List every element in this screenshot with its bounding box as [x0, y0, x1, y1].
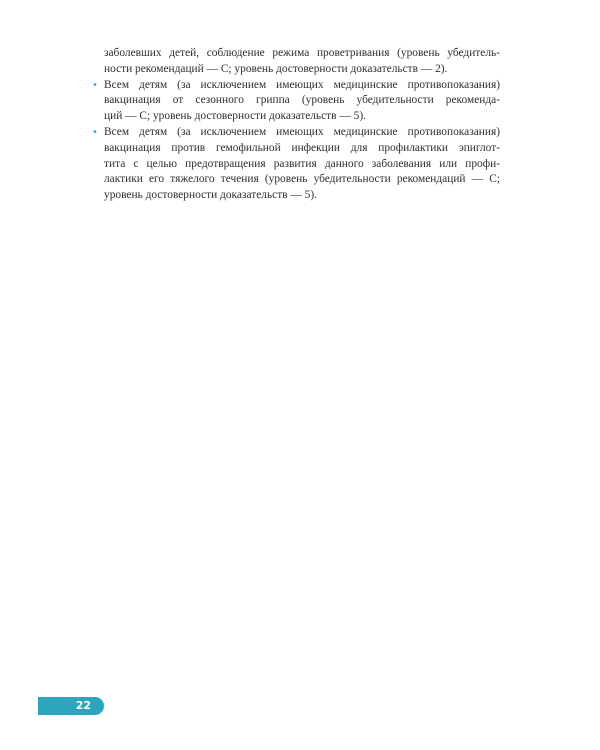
text-line: вакцинация против гемофильной инфекции для профилактики эпиглот-: [104, 141, 500, 154]
bullet-icon: •: [92, 79, 98, 91]
bullet-first-line: [92, 125, 500, 141]
intro-paragraph: [92, 46, 500, 78]
text-line: тита с целью предотвращения развития данного заболевания или профи-: [104, 157, 500, 170]
page-body: [92, 46, 500, 204]
bullet-icon: •: [92, 126, 98, 138]
bullet-item: [92, 78, 500, 125]
text-line: уровень достоверности доказательств — 5).: [104, 189, 317, 202]
text-line: ности рекомендаций — С; уровень достоверности доказательств — 2).: [104, 62, 448, 75]
text-line: лактики его тяжелого течения (уровень убедительности рекомендаций — С;: [104, 173, 500, 186]
text-line: Всем детям (за исключением имеющих медицинские противопоказания): [104, 78, 500, 91]
page-number-tab: [38, 697, 104, 715]
page-number: 22: [75, 699, 91, 712]
text-line: заболевших детей, соблюдение режима проветривания (уровень убедитель-: [104, 47, 500, 59]
bullet-first-line: [92, 78, 500, 94]
text-line: Всем детям (за исключением имеющих медицинские противопоказания): [104, 125, 500, 138]
bullet-item: [92, 125, 500, 204]
text-line: ций — С; уровень достоверности доказательств — 5).: [104, 110, 366, 123]
text-line: вакцинация от сезонного гриппа (уровень убедительности рекоменда-: [104, 94, 500, 107]
